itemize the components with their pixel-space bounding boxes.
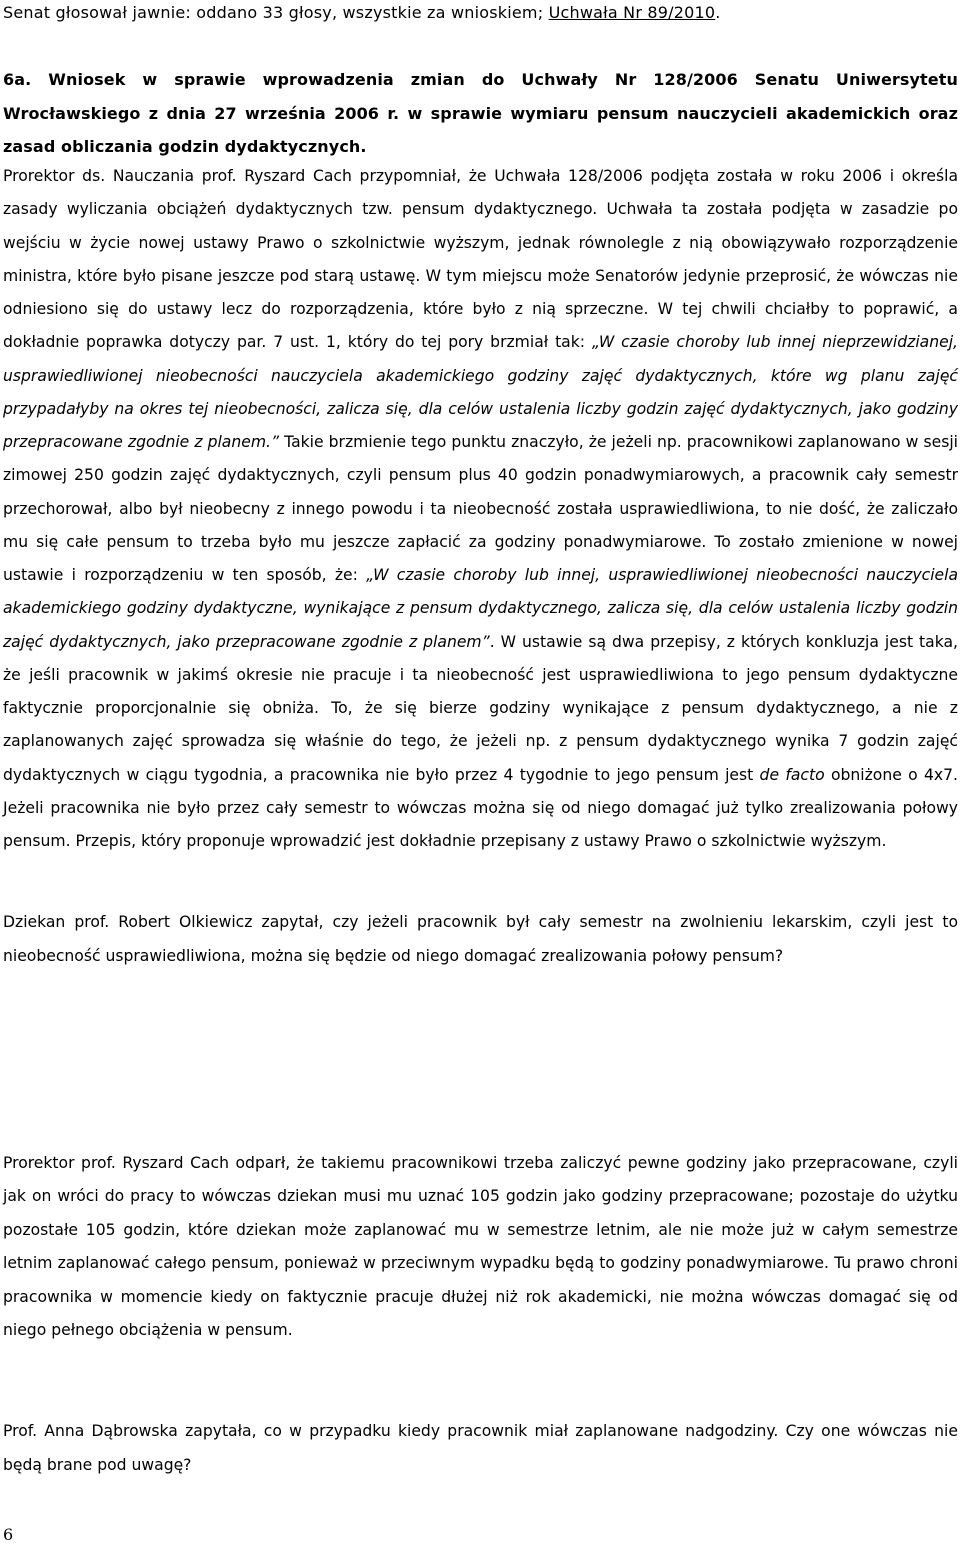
vote-result-text: Senat głosował jawnie: oddano 33 głosy, wszystkie za wnioskiem; bbox=[3, 3, 549, 22]
vote-result-end: . bbox=[715, 3, 721, 22]
page-number: 6 bbox=[3, 1525, 14, 1544]
paragraph-prorector-statement bbox=[3, 160, 958, 858]
statement-part-c: . W ustawie są dwa przepisy, z których konkluzja jest taka, że jeśli pracownik w jakimś okresie nie pracuje i ta nieobecność jest usprawiedliwiona to jego pensum dydaktyczne faktycznie proporcjonalnie się obniża. To, że się bierze godziny wynikające z pensum dydaktycznego, a nie z zaplanowanych zajęć sprowadza się właśnie do tego, że jeżeli np. z pensum dydaktycznego wynika 7 godzin zajęć dydaktycznych w ciągu tygodnia, a pracownika nie było przez 4 tygodnie to jego pensum jest bbox=[3, 632, 958, 784]
statement-part-a: Prorektor ds. Nauczania prof. Ryszard Cach przypomniał, że Uchwała 128/2006 podjęta została w roku 2006 i określa zasady wyliczania obciążeń dydaktycznych tzw. pensum dydaktycznego. Uchwała ta została podjęta w zasadzie po wejściu w życie nowej ustawy Prawo o szkolnictwie wyższym, jednak równolegle z nią obowiązywało rozporządzenie ministra, które było pisane jeszcze pod starą ustawę. W tym miejscu może Senatorów jedynie przeprosić, że wówczas nie odniesiono się do ustawy lecz do rozporządzenia, które było z nią sprzeczne. W tej chwili chciałby to poprawić, a dokładnie poprawka dotyczy par. 7 ust. 1, który do tej pory brzmiał tak: bbox=[3, 167, 958, 352]
vote-result-line bbox=[3, 3, 721, 22]
resolution-link[interactable]: Uchwała Nr 89/2010 bbox=[548, 3, 716, 22]
agenda-item-heading: 6a. Wniosek w sprawie wprowadzenia zmian do Uchwały Nr 128/2006 Senatu Uniwersytetu Wrocławskiego z dnia 27 września 2006 r. w sprawie wymiaru pensum nauczycieli akademickich oraz zasad obliczania godzin dydaktycznych. bbox=[3, 70, 958, 156]
quoted-old-provision: „W czasie choroby lub innej nieprzewidzianej, usprawiedliwionej nieobecności nauczyciela akademickiego godziny zajęć dydaktycznych, które wg planu zajęć przypadałyby na okres tej nieobecności, zalicza się, dla celów ustalenia liczby godzin zajęć dydaktycznych, jako godziny przepracowane zgodnie z planem.” bbox=[3, 333, 958, 451]
paragraph-professor-question: Prof. Anna Dąbrowska zapytała, co w przypadku kiedy pracownik miał zaplanowane nadgodziny. Czy one wówczas nie będą brane pod uwagę? bbox=[3, 1422, 958, 1474]
quoted-new-provision: „W czasie choroby lub innej, usprawiedliwionej nieobecności nauczyciela akademickiego godziny dydaktyczne, wynikające z pensum dydaktycznego, zalicza się, dla celów ustalenia liczby godzin zajęć dydaktycznych, jako przepracowane zgodnie z planem” bbox=[3, 566, 959, 651]
de-facto-term: de facto bbox=[759, 765, 825, 784]
paragraph-dean-question: Dziekan prof. Robert Olkiewicz zapytał, czy jeżeli pracownik był cały semestr na zwolnieniu lekarskim, czyli jest to nieobecność usprawiedliwiona, można się będzie od niego domagać zrealizowania połowy pensum? bbox=[3, 913, 958, 965]
paragraph-prorector-reply: Prorektor prof. Ryszard Cach odparł, że takiemu pracownikowi trzeba zaliczyć pewne godziny jako przepracowane, czyli jak on wróci do pracy to wówczas dziekan musi mu uznać 105 godzin jako godziny przepracowane; pozostaje do użytku pozostałe 105 godzin, które dziekan może zaplanować mu w semestrze letnim, ale nie może już w całym semestrze letnim zaplanować całego pensum, ponieważ w przeciwnym wypadku będą to godziny ponadwymiarowe. Tu prawo chroni pracownika w momencie kiedy on faktycznie pracuje dłużej niż rok akademicki, nie można wówczas domagać się od niego pełnego obciążenia w pensum. bbox=[3, 1154, 958, 1340]
statement-part-b: Takie brzmienie tego punktu znaczyło, że jeżeli np. pracownikowi zaplanowano w sesji zimowej 250 godzin zajęć dydaktycznych, czyli pensum plus 40 godzin ponadwymiarowych, a pracownik cały semestr przechorował, albo był nieobecny z innego powodu i ta nieobecność została usprawiedliwiona, to nie dość, że zaliczało mu się całe pensum to trzeba było mu jeszcze zapłacić za godziny ponadwymiarowe. To zostało zmienione w nowej ustawie i rozporządzeniu w ten sposób, że: bbox=[3, 433, 958, 584]
statement-part-d: obniżone o 4x7. Jeżeli pracownika nie było przez cały semestr to wówczas można się od niego domagać już tylko zrealizowania połowy pensum. Przepis, który proponuje wprowadzić jest dokładnie przepisany z ustawy Prawo o szkolnictwie wyższym. bbox=[3, 765, 959, 850]
